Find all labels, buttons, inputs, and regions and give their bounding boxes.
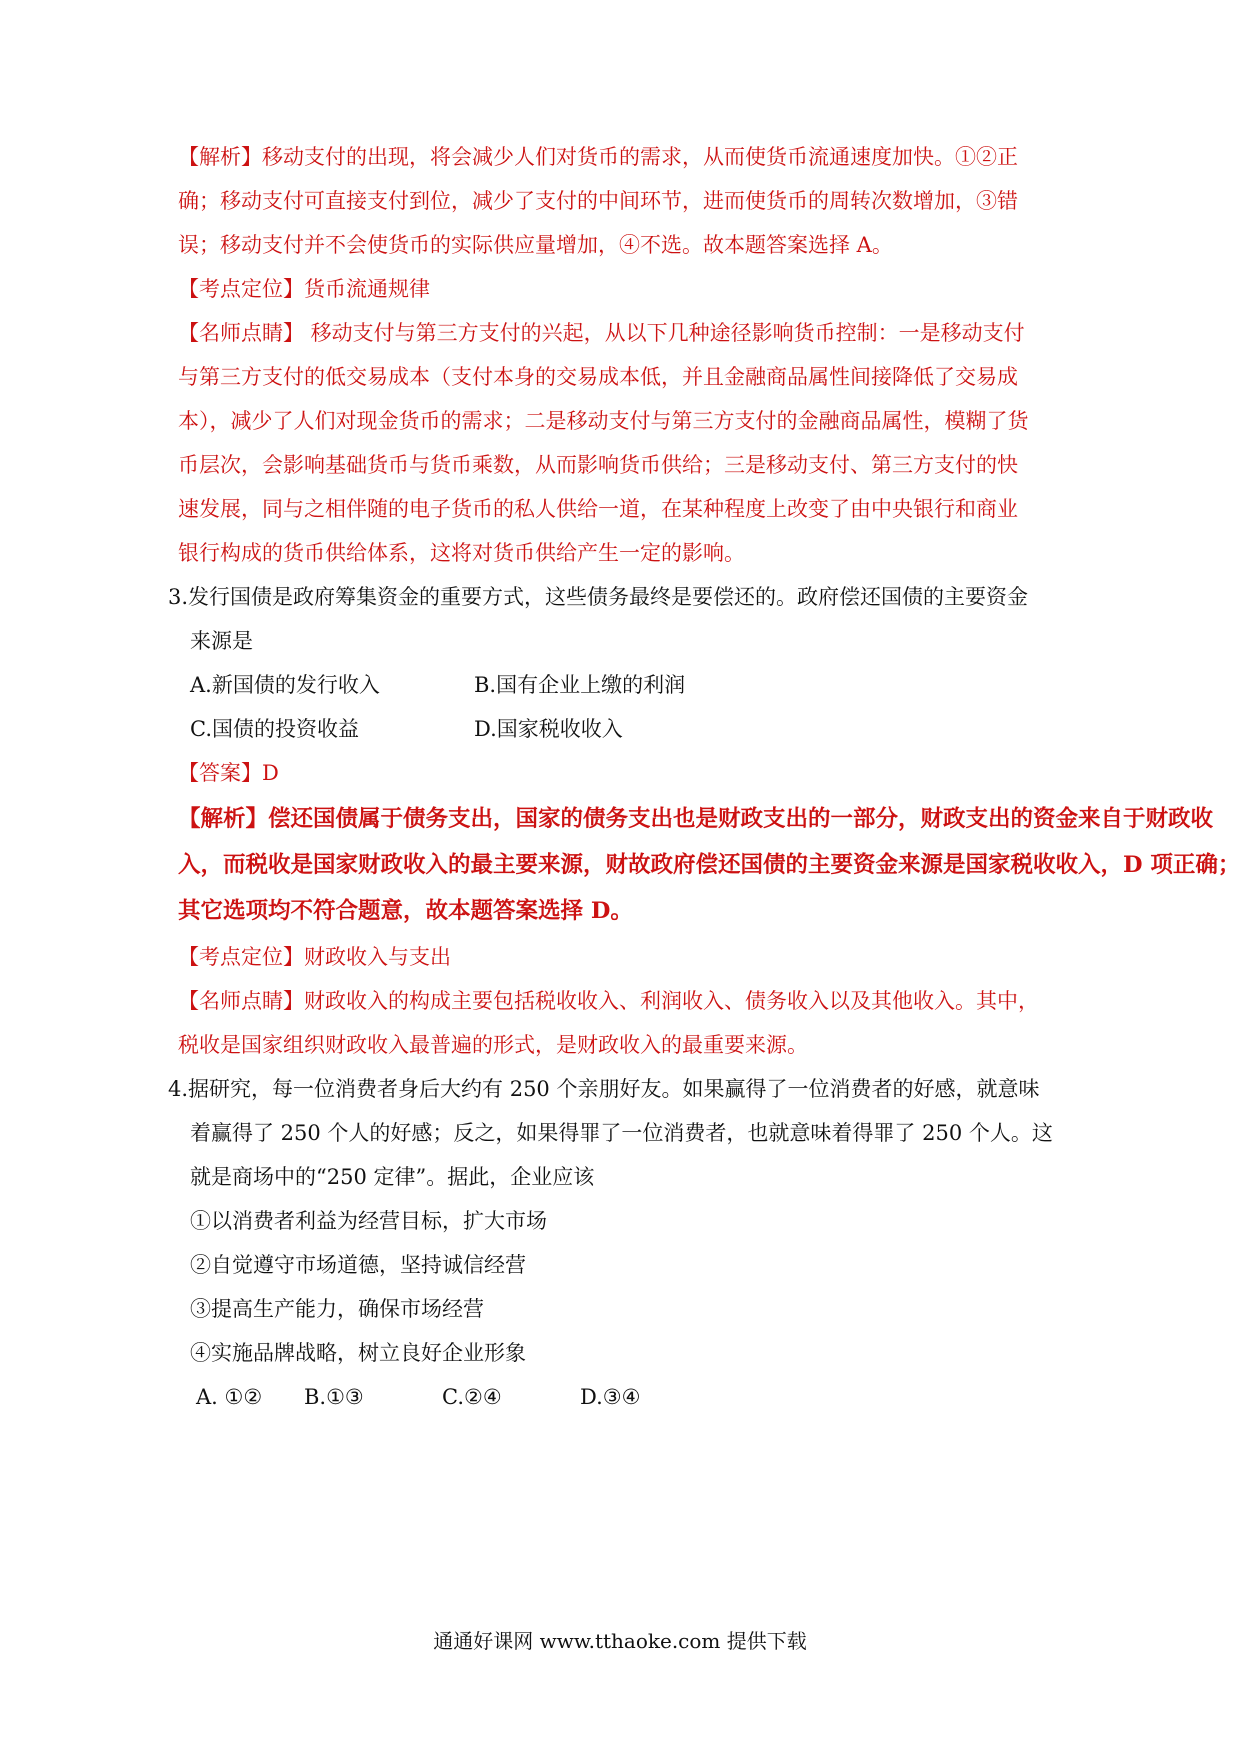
analysis-1-line-3: 误；移动支付并不会使货币的实际供应量增加，④不选。故本题答案选择 A。 <box>178 233 893 257</box>
question-3-option-b: B.国有企业上缴的利润 <box>474 673 686 697</box>
question-4-option-c: C.②④ <box>442 1385 502 1409</box>
question-3-option-c: C.国债的投资收益 <box>190 717 359 741</box>
analysis-3-line-2: 入，而税收是国家财政收入的最主要来源，财故政府偿还国债的主要资金来源是国家税收收入，D 项正确； <box>178 852 1240 878</box>
question-3-stem-line-2: 来源是 <box>190 629 253 653</box>
tip-1-line-6: 银行构成的货币供给体系，这将对货币供给产生一定的影响。 <box>178 541 745 565</box>
analysis-3-line-1: 【解析】偿还国债属于债务支出，国家的债务支出也是财政支出的一部分，财政支出的资金来自于财政收 <box>178 806 1214 832</box>
keypoint-1: 【考点定位】货币流通规律 <box>178 277 430 301</box>
tip-1-line-2: 与第三方支付的低交易成本（支付本身的交易成本低，并且金融商品属性间接降低了交易成 <box>178 365 1018 389</box>
question-4-item-2: ②自觉遵守市场道德，坚持诚信经营 <box>190 1253 526 1277</box>
question-4-option-b: B.①③ <box>304 1385 364 1409</box>
question-4-option-a: A. ①② <box>196 1385 263 1409</box>
question-4-item-1: ①以消费者利益为经营目标，扩大市场 <box>190 1209 547 1233</box>
question-3-stem-line-1: 3.发行国债是政府筹集资金的重要方式，这些债务最终是要偿还的。政府偿还国债的主要资金 <box>168 585 1029 609</box>
tip-3-line-1: 【名师点睛】财政收入的构成主要包括税收收入、利润收入、债务收入以及其他收入。其中， <box>178 989 1039 1013</box>
analysis-3-line-3: 其它选项均不符合题意，故本题答案选择 D。 <box>178 898 633 924</box>
tip-1-line-5: 速发展，同与之相伴随的电子货币的私人供给一道，在某种程度上改变了由中央银行和商业 <box>178 497 1018 521</box>
keypoint-3: 【考点定位】财政收入与支出 <box>178 945 451 969</box>
question-4-item-3: ③提高生产能力，确保市场经营 <box>190 1297 484 1321</box>
tip-1-line-4: 币层次，会影响基础货币与货币乘数，从而影响货币供给；三是移动支付、第三方支付的快 <box>178 453 1018 477</box>
question-4-item-4: ④实施品牌战略，树立良好企业形象 <box>190 1341 526 1365</box>
question-4-option-d: D.③④ <box>580 1385 641 1409</box>
tip-1-line-1: 【名师点睛】 移动支付与第三方支付的兴起，从以下几种途径影响货币控制：一是移动支付 <box>178 321 1025 345</box>
question-3-answer: 【答案】D <box>178 761 279 785</box>
question-4-stem-line-3: 就是商场中的“250 定律”。据此，企业应该 <box>190 1165 595 1189</box>
tip-1-line-3: 本），减少了人们对现金货币的需求；二是移动支付与第三方支付的金融商品属性，模糊了货 <box>178 409 1029 433</box>
question-3-option-d: D.国家税收收入 <box>474 717 623 741</box>
page-footer: 通通好课网 www.tthaoke.com 提供下载 <box>433 1629 807 1653</box>
analysis-1-line-2: 确；移动支付可直接支付到位，减少了支付的中间环节，进而使货币的周转次数增加，③错 <box>178 189 1018 213</box>
tip-3-line-2: 税收是国家组织财政收入最普遍的形式，是财政收入的最重要来源。 <box>178 1033 808 1057</box>
analysis-1-line-1: 【解析】移动支付的出现，将会减少人们对货币的需求，从而使货币流通速度加快。①②正 <box>178 145 1018 169</box>
question-4-stem-line-1: 4.据研究，每一位消费者身后大约有 250 个亲朋好友。如果赢得了一位消费者的好感，就意味 <box>168 1077 1040 1101</box>
question-4-stem-line-2: 着赢得了 250 个人的好感；反之，如果得罪了一位消费者，也就意味着得罪了 250 个人。这 <box>190 1121 1053 1145</box>
question-3-option-a: A.新国债的发行收入 <box>190 673 380 697</box>
